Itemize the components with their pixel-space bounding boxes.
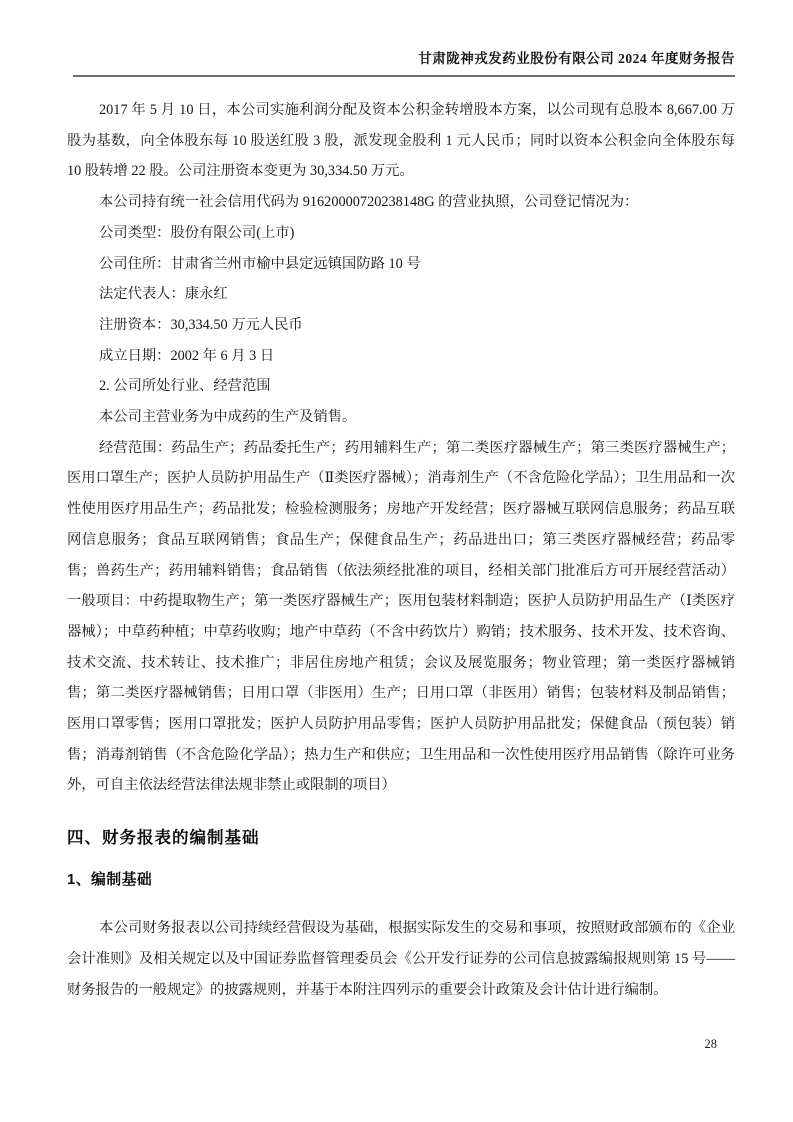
- section4-heading: 四、财务报表的编制基础: [67, 829, 260, 848]
- paragraph-main-business: 本公司主营业务为中成药的生产及销售。: [99, 409, 357, 426]
- info-line-establishment-date: 成立日期：2002 年 6 月 3 日: [99, 347, 275, 364]
- page-number: 28: [704, 1037, 717, 1051]
- paragraph-business-license: 本公司持有统一社会信用代码为 91620000720238148G 的营业执照，公司登记情况为：: [99, 194, 639, 211]
- page-content: [67, 95, 735, 1005]
- paragraph-capital-change: 2017 年 5 月 10 日，本公司实施利润分配及资本公积金转增股本方案，以公司现有总股本 8,667.00 万股为基数，向全体股东每 10 股送红股 3 股，派发现金股利 1 元人民币；同时以资本公积金向全体股东每 10 股转增 22 股。公司注册资本变更为 30,334.50 万元。: [67, 102, 735, 180]
- paragraph-preparation-basis: 本公司财务报表以公司持续经营假设为基础，根据实际发生的交易和事项，按照财政部颁布的《企业会计准则》及相关规定以及中国证券监督管理委员会《公开发行证券的公司信息披露编报规则第 15 号——财务报告的一般规定》的披露规则，并基于本附注四列示的重要会计政策及会计估计进行编制。: [67, 920, 735, 998]
- paragraph-business-scope: 经营范围：药品生产；药品委托生产；药用辅料生产；第二类医疗器械生产；第三类医疗器械生产；医用口罩生产；医护人员防护用品生产（Ⅱ类医疗器械）；消毒剂生产（不含危险化学品）；卫生用品和一次性使用医疗用品生产；药品批发；检验检测服务；房地产开发经营；医疗器械互联网信息服务；药品互联网信息服务；食品互联网销售；食品生产；保健食品生产；药品进出口；第三类医疗器械经营；药品零售；兽药生产；药用辅料销售；食品销售（依法须经批准的项目，经相关部门批准后方可开展经营活动）一般项目：中药提取物生产；第一类医疗器械生产；医用包装材料制造；医护人员防护用品生产（Ⅰ类医疗器械）；中草药种植；中草药收购；地产中草药（不含中药饮片）购销；技术服务、技术开发、技术咨询、技术交流、技术转让、技术推广；非居住房地产租赁；会议及展览服务；物业管理；第一类医疗器械销售；第二类医疗器械销售；日用口罩（非医用）生产；日用口罩（非医用）销售；包装材料及制品销售；医用口罩零售；医用口罩批发；医护人员防护用品零售；医护人员防护用品批发；保健食品（预包装）销售；消毒剂销售（不含危险化学品）；热力生产和供应；卫生用品和一次性使用医疗用品销售（除许可业务外，可自主依法经营法律法规非禁止或限制的项目）: [67, 439, 735, 794]
- section2-title: 2. 公司所处行业、经营范围: [99, 378, 271, 395]
- info-line-registered-capital: 注册资本：30,334.50 万元人民币: [99, 316, 303, 333]
- info-line-company-address: 公司住所：甘肃省兰州市榆中县定远镇国防路 10 号: [99, 255, 421, 272]
- page-header: [73, 50, 735, 77]
- info-line-legal-representative: 法定代表人：康永红: [99, 286, 228, 303]
- subsection1-heading: 1、编制基础: [67, 872, 153, 889]
- report-header-title: 甘肃陇神戎发药业股份有限公司 2024 年度财务报告: [418, 51, 735, 66]
- info-line-company-type: 公司类型：股份有限公司(上市): [99, 224, 295, 241]
